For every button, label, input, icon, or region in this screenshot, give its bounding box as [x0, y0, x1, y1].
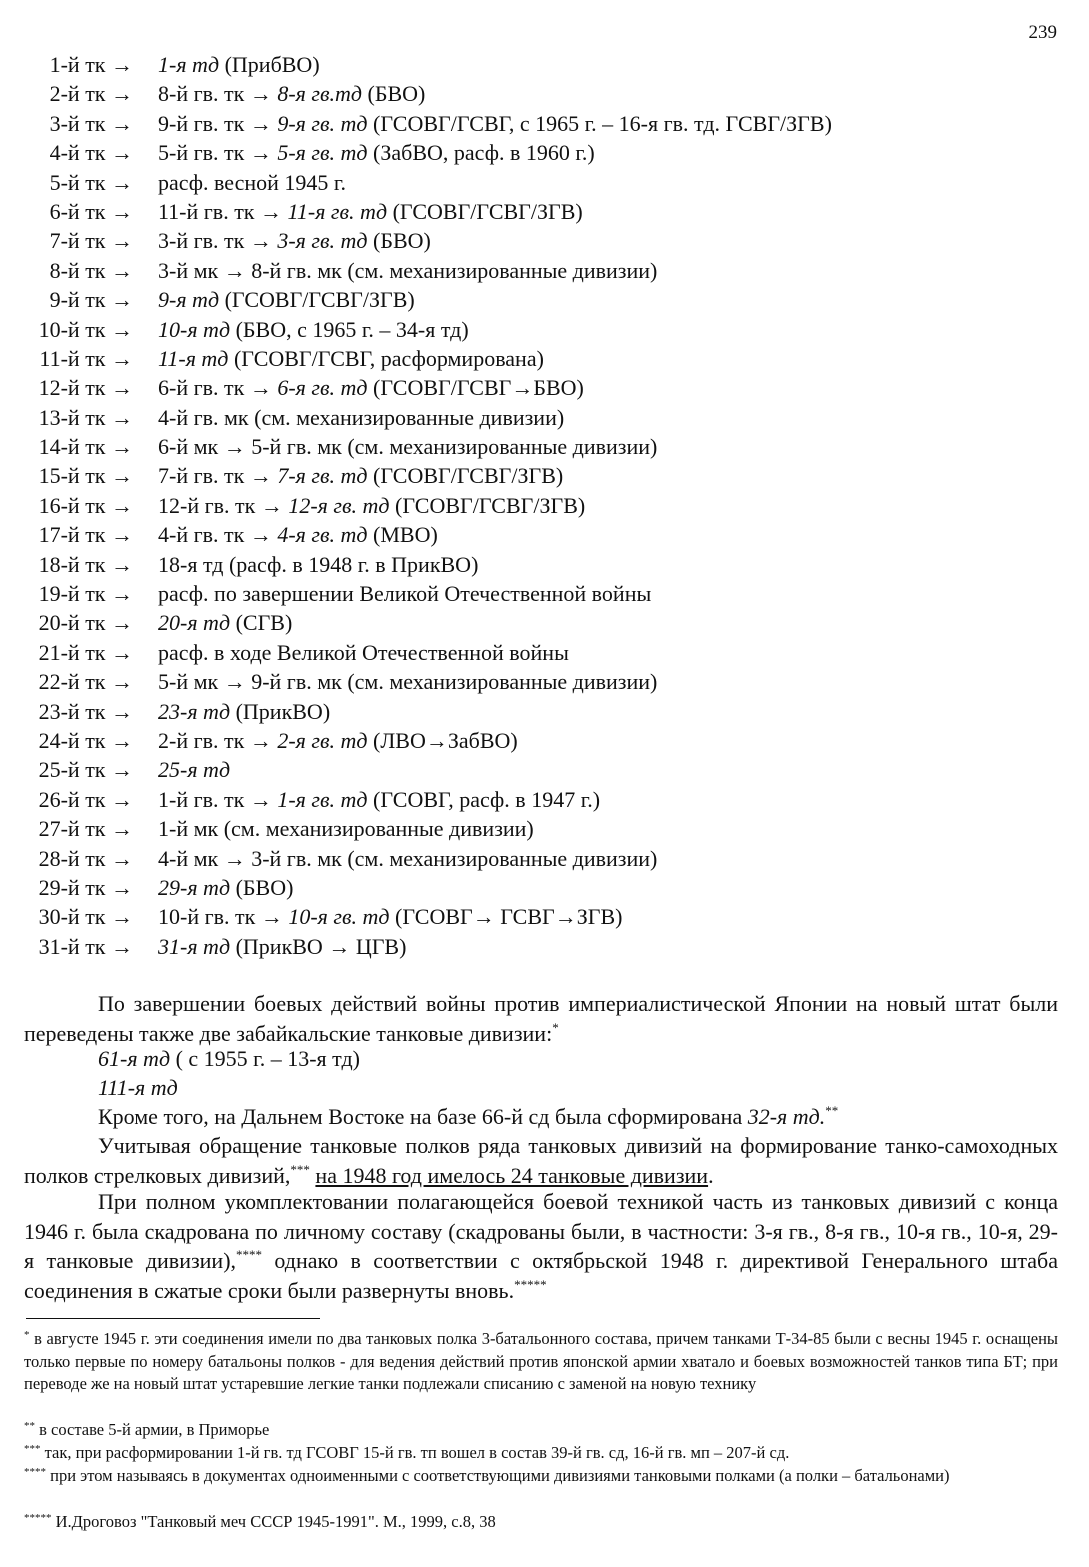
footnote-2 [24, 1419, 1058, 1442]
corps-row [0, 697, 1089, 726]
corps-successor [158, 932, 406, 961]
corps-successor [158, 785, 600, 814]
corps-row [0, 168, 1089, 197]
division-name: 20-я тд [158, 610, 231, 636]
corps-number: 16-й тк → [38, 492, 133, 518]
corps-row [0, 138, 1089, 167]
corps-successor [158, 138, 595, 167]
successor-text: расф. в ходе Великой Отечественной войны [158, 639, 569, 665]
footnote-ref-1: * [552, 1019, 559, 1035]
division-name: 5-я гв. тд [277, 140, 368, 166]
paragraph-regiments [24, 1131, 1058, 1190]
successor-text: 1-й мк (см. механизированные дивизии) [158, 816, 534, 842]
corps-row [0, 608, 1089, 637]
successor-text: 18-я тд (расф. в 1948 г. в ПрикВО) [158, 551, 479, 577]
corps-number: 6-й тк → [49, 198, 133, 224]
successor-text: 3-й мк → 8-й гв. мк (см. механизированные дивизии) [158, 257, 658, 283]
successor-text: (ГСОВГ/ГСВГ/ЗГВ) [387, 198, 583, 224]
footnote-3-text: так, при расформировании 1-й гв. тд ГСОВГ 15-й гв. тп вошел в состав 39-й гв. сд, 16-й гв. мп – 207-й сд. [40, 1443, 790, 1462]
corps-number: 19-й тк → [38, 581, 133, 607]
corps-successor [158, 844, 657, 873]
successor-text: (ЗабВО, расф. в 1960 г.) [367, 140, 595, 166]
successor-text: (ПрикВО) [230, 698, 331, 724]
corps-row [0, 79, 1089, 108]
division-name: 12-я гв. тд [288, 492, 390, 518]
successor-text: расф. по завершении Великой Отечественной войны [158, 581, 652, 607]
corps-successor [158, 491, 585, 520]
corps-row [0, 550, 1089, 579]
successor-text: 6-й гв. тк → [158, 375, 278, 401]
corps-successor [158, 873, 293, 902]
corps-row [0, 667, 1089, 696]
corps-row [0, 109, 1089, 138]
corps-row [0, 520, 1089, 549]
successor-text: (БВО) [367, 228, 431, 254]
footnote-5-mark: ***** [24, 1512, 52, 1524]
corps-successor [158, 461, 563, 490]
successor-text: 5-й мк → 9-й гв. мк (см. механизированные дивизии) [158, 669, 658, 695]
corps-successor [158, 902, 622, 931]
footnote-5-text: И.Дроговоз "Танковый меч СССР 1945-1991". М., 1999, с.8, 38 [51, 1512, 496, 1531]
successor-text: 2-й гв. тк → [158, 727, 278, 753]
footnote-divider [26, 1318, 320, 1319]
corps-row [0, 315, 1089, 344]
corps-number: 22-й тк → [38, 669, 133, 695]
successor-text: (ПрикВО → ЦГВ) [230, 933, 407, 959]
footnote-3-mark: *** [24, 1443, 41, 1455]
corps-row [0, 814, 1089, 843]
footnote-4 [24, 1465, 1058, 1488]
division-32-name: 32-я тд. [747, 1104, 826, 1129]
successor-text: (ЛВО→ЗабВО) [367, 727, 518, 753]
division-name: 8-я гв.тд [277, 81, 363, 107]
division-name: 10-я гв. тд [288, 904, 390, 930]
division-name: 9-я тд [158, 287, 220, 313]
corps-successor [158, 667, 657, 696]
corps-number: 27-й тк → [38, 816, 133, 842]
corps-number: 15-й тк → [38, 463, 133, 489]
corps-row [0, 491, 1089, 520]
corps-number: 21-й тк → [38, 639, 133, 665]
corps-row [0, 638, 1089, 667]
corps-row [0, 461, 1089, 490]
footnote-ref-4: **** [236, 1247, 263, 1262]
division-61-note: ( с 1955 г. – 13-я тд) [170, 1046, 360, 1071]
division-name: 1-я гв. тд [277, 786, 368, 812]
footnote-1 [24, 1328, 1058, 1396]
corps-successor [158, 579, 651, 608]
footnote-4-mark: **** [24, 1466, 46, 1478]
corps-successor [158, 226, 431, 255]
division-name: 7-я гв. тд [277, 463, 368, 489]
corps-row [0, 726, 1089, 755]
corps-number: 11-й тк → [39, 345, 133, 371]
corps-row [0, 432, 1089, 461]
corps-successor [158, 256, 657, 285]
corps-row [0, 873, 1089, 902]
division-name: 3-я гв. тд [277, 228, 368, 254]
corps-successor [158, 373, 584, 402]
corps-successor [158, 432, 657, 461]
paragraph-regiments-text: Учитывая обращение танковые полков ряда танковых дивизий на формирование танко-самоходных полков стрелковых дивизий, [24, 1133, 1058, 1188]
corps-successor [158, 520, 438, 549]
corps-number: 8-й тк → [49, 257, 133, 283]
division-111: 111-я тд [98, 1075, 178, 1100]
corps-successor [158, 755, 230, 784]
successor-text: (ГСОВГ→ ГСВГ→ЗГВ) [389, 904, 623, 930]
footnote-1-text: в августе 1945 г. эти соединения имели по два танковых полка 3-батальонного состава, причем танками Т-34-85 были с весны 1945 г. оснащены только первые по номеру батальоны полков - для ведения действий против японской армии хватало и боевых возможностей танков типа БТ; при переводе же на новый штат устаревшие легкие танки подлежали списанию с заменой на новую технику [24, 1329, 1058, 1394]
corps-row [0, 579, 1089, 608]
corps-number: 25-й тк → [38, 757, 133, 783]
successor-text: 9-й гв. тк → [158, 110, 278, 136]
division-name: 11-я гв. тд [287, 198, 388, 224]
corps-row [0, 403, 1089, 432]
corps-row [0, 344, 1089, 373]
corps-successor [158, 697, 330, 726]
successor-text: (ГСОВГ/ГСВГ/ЗГВ) [219, 287, 415, 313]
division-name: 31-я тд [158, 933, 231, 959]
underlined-statement: на 1948 год имелось 24 танковые дивизии [315, 1162, 709, 1188]
corps-row [0, 197, 1089, 226]
successor-text: (БВО) [230, 874, 294, 900]
successor-text: 10-й гв. тк → [158, 904, 289, 930]
successor-text: (ГСОВГ/ГСВГ, расформирована) [228, 345, 544, 371]
corps-row [0, 256, 1089, 285]
successor-text: (ГСОВГ/ГСВГ, с 1965 г. – 16-я гв. тд. ГСВГ/ЗГВ) [367, 110, 832, 136]
corps-number: 7-й тк → [49, 228, 133, 254]
paragraph-cadre-text-2: однако в соответствии с октябрьской 1948 г. директивой Генерального штаба соединения в сжатые сроки были развернуты вновь. [24, 1248, 1058, 1303]
corps-number: 5-й тк → [49, 169, 133, 195]
division-name: 10-я тд [158, 316, 231, 342]
corps-successor [158, 344, 544, 373]
successor-text: 7-й гв. тк → [158, 463, 278, 489]
corps-row [0, 50, 1089, 79]
corps-number: 1-й тк → [49, 52, 133, 77]
division-name: 29-я тд [158, 874, 231, 900]
paragraph-cadre [24, 1187, 1058, 1305]
corps-number: 24-й тк → [38, 727, 133, 753]
corps-row [0, 785, 1089, 814]
corps-successor [158, 608, 292, 637]
paragraph-japan [24, 989, 1058, 1048]
corps-successor [158, 79, 425, 108]
corps-successor [158, 403, 564, 432]
corps-number: 26-й тк → [38, 786, 133, 812]
corps-successor [158, 315, 469, 344]
division-name: 9-я гв. тд [277, 110, 368, 136]
successor-text: 4-й мк → 3-й гв. мк (см. механизированные дивизии) [158, 845, 658, 871]
successor-text: 8-й гв. тк → [158, 81, 278, 107]
successor-text: (СГВ) [230, 610, 293, 636]
successor-text: 3-й гв. тк → [158, 228, 278, 254]
corps-number: 20-й тк → [38, 610, 133, 636]
division-name: 2-я гв. тд [277, 727, 368, 753]
successor-text: (ПрибВО) [219, 52, 320, 77]
corps-successor [158, 197, 583, 226]
successor-text: 4-й гв. тк → [158, 522, 278, 548]
corps-number: 10-й тк → [38, 316, 133, 342]
footnote-2-text: в составе 5-й армии, в Приморье [35, 1420, 270, 1439]
corps-row [0, 932, 1089, 961]
division-name: 25-я тд [158, 757, 231, 783]
corps-successor [158, 285, 415, 314]
division-name: 4-я гв. тд [277, 522, 368, 548]
successor-text: (ГСОВГ/ГСВГ/ЗГВ) [367, 463, 564, 489]
corps-number: 29-й тк → [38, 874, 133, 900]
successor-text: расф. весной 1945 г. [158, 169, 346, 195]
successor-text: (МВО) [367, 522, 438, 548]
corps-number: 14-й тк → [38, 434, 133, 460]
corps-number: 3-й тк → [49, 110, 133, 136]
corps-number: 31-й тк → [38, 933, 133, 959]
corps-row [0, 373, 1089, 402]
paragraph-far-east-text: Кроме того, на Дальнем Востоке на базе 66-й сд была сформирована [98, 1104, 748, 1129]
corps-number: 17-й тк → [38, 522, 133, 548]
paragraph-far-east [98, 1102, 838, 1132]
division-name: 6-я гв. тд [277, 375, 368, 401]
division-61 [98, 1044, 360, 1074]
corps-row [0, 226, 1089, 255]
corps-successor [158, 550, 478, 579]
corps-row [0, 844, 1089, 873]
successor-text: (БВО) [362, 81, 426, 107]
paragraph-regiments-end: . [708, 1162, 714, 1188]
successor-text: 6-й мк → 5-й гв. мк (см. механизированные дивизии) [158, 434, 658, 460]
corps-row [0, 755, 1089, 784]
corps-number: 2-й тк → [49, 81, 133, 107]
corps-row [0, 902, 1089, 931]
successor-text: (ГСОВГ/ГСВГ→БВО) [367, 375, 584, 401]
footnote-3 [24, 1442, 1058, 1465]
footnote-ref-5: ***** [514, 1276, 547, 1292]
footnote-ref-3: *** [290, 1161, 310, 1177]
successor-text: (ГСОВГ, расф. в 1947 г.) [367, 786, 601, 812]
corps-successor [158, 814, 534, 843]
corps-row [0, 285, 1089, 314]
corps-successor [158, 168, 346, 197]
division-name: 1-я тд [158, 52, 220, 77]
corps-successor [158, 109, 832, 138]
corps-number: 18-й тк → [38, 551, 133, 577]
corps-number: 28-й тк → [38, 845, 133, 871]
corps-number: 13-й тк → [38, 404, 133, 430]
successor-text: 5-й гв. тк → [158, 140, 278, 166]
paragraph-japan-text: По завершении боевых действий войны против империалистической Японии на новый штат были переведены также две забайкальские танковые дивизии: [24, 991, 1058, 1046]
footnote-5 [24, 1511, 1058, 1534]
successor-text: (БВО, с 1965 г. – 34-я тд) [230, 316, 469, 342]
corps-number: 30-й тк → [38, 904, 133, 930]
footnote-ref-2: ** [825, 1103, 839, 1118]
successor-text: (ГСОВГ/ГСВГ/ЗГВ) [389, 492, 586, 518]
tank-corps-list [0, 50, 1089, 961]
corps-successor [158, 50, 320, 79]
corps-number: 23-й тк → [38, 698, 133, 724]
division-name: 23-я тд [158, 698, 231, 724]
corps-number: 4-й тк → [49, 140, 133, 166]
corps-number: 9-й тк → [49, 287, 133, 313]
division-name: 11-я тд [158, 345, 229, 371]
page-number: 239 [1028, 22, 1057, 43]
footnote-1-mark: * [24, 1329, 30, 1341]
successor-text: 11-й гв. тк → [158, 198, 288, 224]
footnote-2-mark: ** [24, 1420, 35, 1432]
division-61-name: 61-я тд [98, 1046, 171, 1071]
corps-number: 12-й тк → [38, 375, 133, 401]
successor-text: 1-й гв. тк → [158, 786, 278, 812]
corps-successor [158, 726, 518, 755]
corps-successor [158, 638, 569, 667]
successor-text: 12-й гв. тк → [158, 492, 289, 518]
paragraph-cadre-text: При полном укомплектовании полагающейся боевой техникой часть из танковых дивизий с конца 1946 г. была скадрована по личному составу (скадрованы были, в частности: 3-я гв., 8-я гв., 10-я гв., 10-я, 29-я танковые дивизии), [24, 1189, 1058, 1273]
successor-text: 4-й гв. мк (см. механизированные дивизии) [158, 404, 565, 430]
footnote-4-text: при этом называясь в документах одноименными с соответствующими дивизиями танковыми полками (а полки – батальонами) [46, 1466, 950, 1485]
